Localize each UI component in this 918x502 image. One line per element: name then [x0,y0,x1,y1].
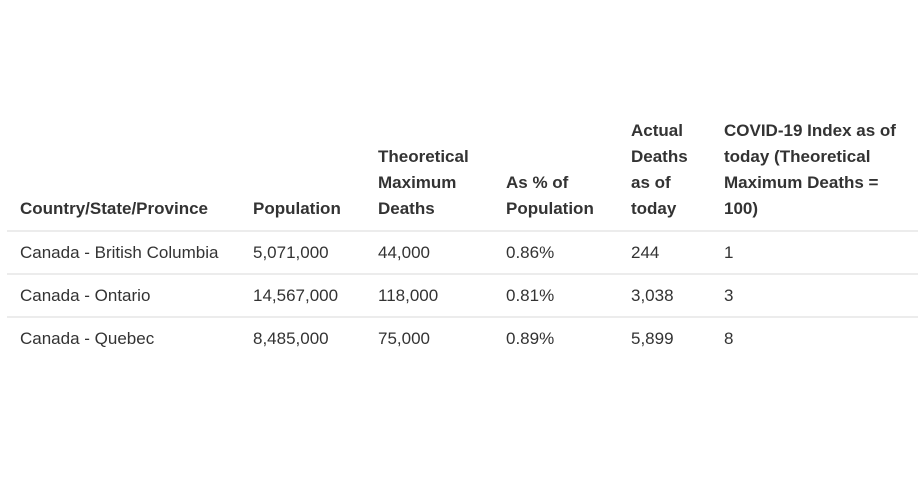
cell-covid-index: 3 [711,274,918,317]
header-country: Country/State/Province [20,199,208,218]
cell-country: Canada - Quebec [7,317,240,359]
cell-percent-population: 0.81% [493,274,618,317]
cell-percent-population: 0.86% [493,231,618,274]
covid-index-table [7,110,918,359]
cell-population: 14,567,000 [240,274,365,317]
cell-actual-deaths: 3,038 [618,274,711,317]
header-covid-index: COVID-19 Index as of today (Theoretical Maximum Deaths = 100) [724,121,896,218]
cell-theoretical-max-deaths: 118,000 [365,274,493,317]
cell-covid-index: 8 [711,317,918,359]
table-header [7,110,918,231]
table-row [7,231,918,274]
cell-actual-deaths: 244 [618,231,711,274]
cell-theoretical-max-deaths: 75,000 [365,317,493,359]
cell-theoretical-max-deaths: 44,000 [365,231,493,274]
cell-population: 5,071,000 [240,231,365,274]
table-row [7,274,918,317]
header-actual-deaths: Actual Deaths as of today [631,121,688,218]
header-population: Population [253,199,341,218]
cell-population: 8,485,000 [240,317,365,359]
header-percent-population: As % of Population [506,173,594,218]
cell-country: Canada - Ontario [7,274,240,317]
table-body [7,231,918,359]
data-table-container [7,110,918,359]
cell-percent-population: 0.89% [493,317,618,359]
cell-actual-deaths: 5,899 [618,317,711,359]
cell-covid-index: 1 [711,231,918,274]
cell-country: Canada - British Columbia [7,231,240,274]
header-theoretical-max-deaths: Theoretical Maximum Deaths [378,147,469,218]
header-row [7,110,918,231]
table-row [7,317,918,359]
